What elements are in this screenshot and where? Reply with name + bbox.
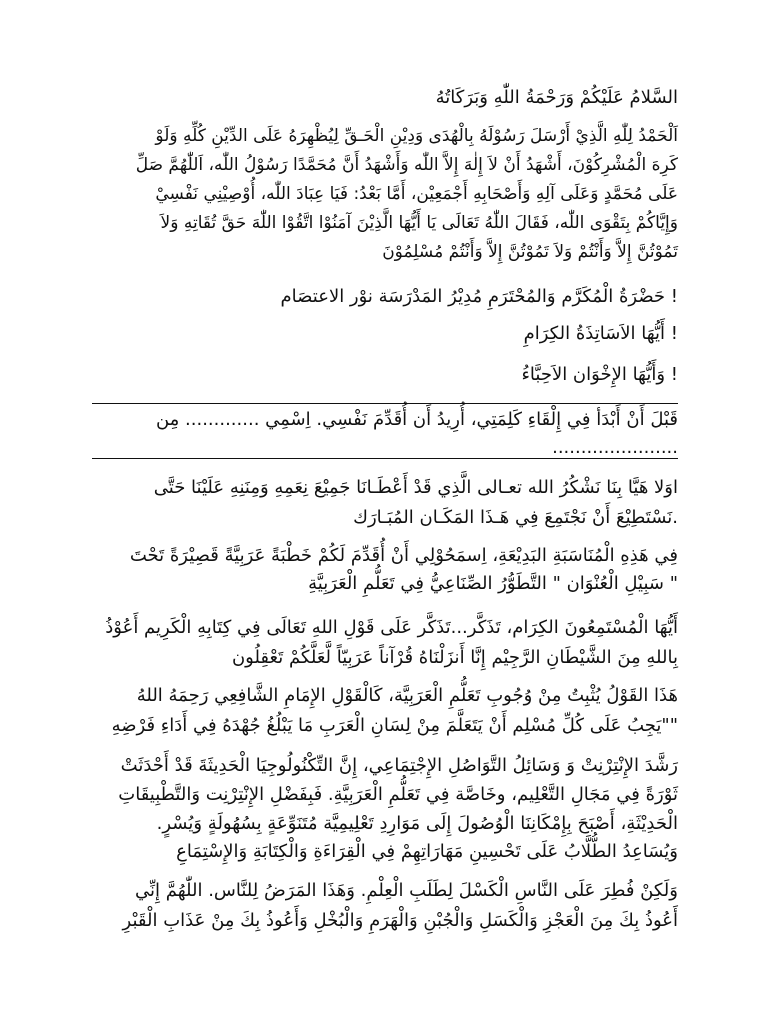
thanks-line-1: اوَلا هَيَّا بِنَا نَشْكُرُ الله تعـالى الَّذِي قَدْ أَعْطَـانَا جَمِيْعَ نِعَمِهِ وَمِنَنِهِ عَلَيْنَا حَتَّى — [153, 477, 678, 498]
opening-line-3: عَلَى مُحَمَّدٍ وَعَلَى آلِهِ وَأَصْحَابِهِ أَجْمَعِيْن، أَمَّا بَعْدُ: فَيَا عِبَادَ اللّٰه، أُوْصِيْنِي نَفْسِيْ — [155, 184, 678, 204]
laziness-line-1: وَلَكِنْ فُطِرَ عَلَى النَّاسِ الْكَسْلَ لِطَلَبِ الْعِلْمِ. وَهَذَا المَرَضُ لِلنَّاس. اللّٰهُمَّ إِنِّي — [135, 880, 678, 901]
greeting-line: السَّلامُ عَلَيْكُمْ وَرَحْمَةُ اللّٰهِ وَبَرَكَاتُهُ — [435, 87, 678, 108]
technology-line-2: ثَوْرَةً فِي مَجَالِ التَّعْلِيم، وخَاصَّة فِي تَعَلُّمِ الْعَرَبِيَّةِ. فَبِفَضْلِ الإِنْتِرْنِت وَالتَّطْبِيقَاتِ — [118, 784, 678, 805]
technology-line-1: رَشَّدَ الإِنْتِرْنِتْ وَ وَسَائِلُ التَّوَاصُلِ الإِجْتِمَاعِي، إِنَّ التِّكْنُولُوجِيَا الْحَدِيثَةَ قَدْ أَحْدَثَتْ — [120, 755, 678, 776]
intro-line-1: قَبْلَ أَنْ أَبْدَأ فِي إِلْقَاءِ كَلِمَتِي، أُرِيدُ أَن أُقَدِّمَ نَفْسِي. اِسْمِي ............. مِن — [155, 409, 678, 430]
opening-line-5: تَمُوْتُنَّ إِلاَّ وَأَنْتُمْ وَلاَ تَمُوْتُنَّ إِلاَّ وَأَنْتُمْ مُسْلِمُوْنَ — [382, 242, 678, 262]
opening-line-1: اَلْحَمْدُ لِلّٰهِ الَّذِيْ أَرْسَلَ رَسُوْلَهُ بِالْهُدَى وَدِيْنِ الْحَـقِّ لِيُظْهِرَهُ عَلَى الدِّيْنِ كُلِّهِ وَلَوْ — [155, 126, 678, 146]
laziness-line-2: أَعُوذُ بِكَ مِنَ الْعَجْزِ وَالْكَسَلِ وَالْجُبْنِ وَالْهَرَمِ وَالْبُخْلِ وَأَعُوذُ بِكَ مِنْ عَذَابِ الْقَبْرِ — [122, 910, 678, 931]
speech-intro-line-1: فِي هَذِهِ الْمُنَاسَبَةِ البَدِيْعَةِ، اِسمَحُوْلِي أَنْ أُقَدِّمَ لَكُمْ خَطْبَةً عَرَبِيَّةً قَصِيْرَةً تَحْتَ — [129, 545, 678, 566]
shafii-line-2: ""يَجِبُ عَلَى كُلِّ مُسْلِم أَنْ يَتَعَلَّمَ مِنْ لِسَانِ الْعَرَبِ مَا يَبْلُغُ جُهْدَهُ فِي أَدَاءِ فَرْضِهِ — [111, 715, 678, 736]
intro-line-2: ...................... — [552, 437, 678, 458]
address-brothers: ! وَأَيُّهَا الإِخْوَان الاَحِبَّاءُ — [521, 364, 678, 385]
address-teachers: ! أَيُّهَا الاَسَاتِذَةُ الكِرَامِ — [523, 323, 678, 344]
address-principal: ! حَضْرَةُ الْمُكَرَّم وَالمُحْتَرَمِ مُدِيْرُ المَدْرَسَة نوْر الاعتصَام — [280, 286, 678, 307]
bottom-divider — [92, 458, 678, 459]
technology-line-3: الْحَدِيْثَةِ، أَصْبَحَ بِإِمْكَانِنَا الْوُصُولَ إِلَى مَوَارِدِ تَعْلِيمِيَّة مُتَنَوِّعَةٍ بِسُهُولَةٍ وَيُسْرٍ. — [156, 813, 678, 834]
thanks-line-2: .نَسْتَطِيْعَ أَنْ نَجْتَمِعَ فِي هَـذَا المَكَـان المُبَـارَك — [353, 507, 678, 528]
technology-line-4: وَيُسَاعِدُ الطُّلَّابُ عَلَى تَحْسِينِ مَهَارَاتِهِمْ فِي الْقِرَاءَةِ وَالْكِتَابَةِ وَالإِسْتِمَاعِ — [176, 841, 678, 862]
speech-intro-line-2: " سَبِيْلِ الْعُنْوَان " التَّطَوُّرُ الصِّنَاعِيُّ فِي تَعَلُّمِ الْعَرَبِيَّةِ — [308, 573, 678, 594]
shafii-line-1: هَذَا القَوْلُ يُثْبِتُ مِنْ وُجُوبِ تَعَلُّمِ الْعَرَبِيَّة، كَالْقَوْلِ الإِمَامِ الشَّافِعِي رَحِمَهُ اللهُ — [136, 685, 678, 706]
top-divider — [92, 403, 678, 404]
opening-line-2: كَرِهَ الْمُشْرِكُوْنَ، أَشْهَدُ أَنْ لاَ إِلٰهَ إِلاَّ اللّٰه وَأَشْهَدُ أَنَّ مُحَمَّدًا رَسُوْلُ اللّٰه، اَللّٰهُمَّ صَلِّ — [135, 155, 678, 175]
quran-line-2: بِاللهِ مِنَ الشَّيْطَانِ الرَّجِيْم إِنَّا أَنزَلْنَاهُ قُرْآناً عَرَبِيّاً لَّعَلَّكُمْ تَعْقِلُون — [231, 647, 678, 668]
quran-line-1: أَيُّهَا الْمُسْتَمِعُونَ الكِرَام، تَذَكَّر...تَذَكَّر عَلَى قَوْلِ اللهِ تَعَالَى فِي كِتَابِهِ الْكَرِيم أَعُوْذُ — [105, 617, 678, 638]
opening-line-4: وَإِيَّاكُمْ بِتَقْوَى اللّٰه، فَقَالَ اللّٰهُ تَعَالَى يَا أَيُّهَا الَّذِيْنَ آمَنُوْا اتَّقُوْا اللّٰهَ حَقَّ تُقَاتِهِ وَلاَ — [160, 213, 678, 233]
